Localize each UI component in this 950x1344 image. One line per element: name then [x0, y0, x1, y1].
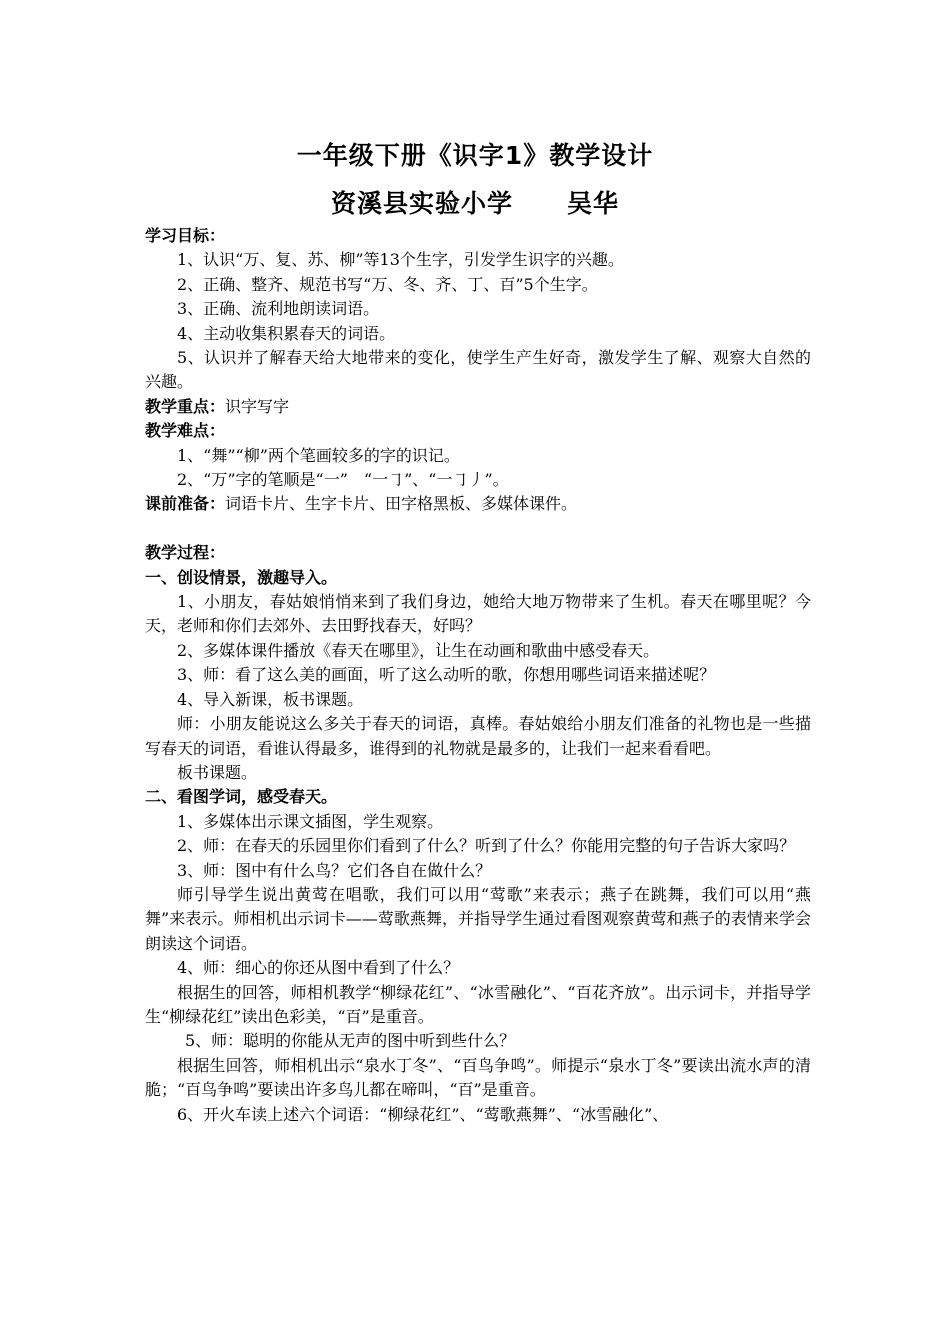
paragraph: 1、多媒体出示课文插图，学生观察。	[177, 811, 444, 831]
paragraph: 6、开火车读上述六个词语：“柳绿花红”、“莺歌燕舞”、“冰雪融化”、	[177, 1104, 669, 1124]
school-name: 资溪县实验小学	[330, 189, 513, 218]
key-point	[145, 395, 811, 419]
key-point-label: 教学重点：	[145, 396, 226, 416]
paragraph: 3、师：看了这么美的画面，听了这么动听的歌，你想用哪些词语来描述呢？	[177, 665, 716, 685]
objective-item: 1、认识“万、复、苏、柳”等13个生字，引发学生识字的兴趣。	[177, 250, 624, 270]
difficulty-label: 教学难点：	[145, 421, 226, 441]
paragraph: 师引导学生说出黄莺在唱歌，我们可以用“莺歌”来表示；燕子在跳舞，我们可以用“燕舞”来表示。师相机出示词卡——莺歌燕舞，并指导学生通过看图观察黄莺和燕子的表情来学会朗读这个词语。	[145, 884, 811, 953]
objectives-label: 学习目标：	[145, 226, 226, 245]
paragraph: 3、师：图中有什么鸟？它们各自在做什么？	[177, 860, 492, 880]
preparation-label: 课前准备：	[145, 494, 226, 514]
paragraph: 板书课题。	[177, 762, 258, 782]
author-name: 吴华	[567, 189, 620, 218]
key-point-text: 识字写字	[225, 396, 290, 416]
paragraph: 4、导入新课，板书课题。	[177, 689, 364, 709]
objective-item: 4、主动收集积累春天的词语。	[177, 323, 396, 343]
preparation-text: 词语卡片、生字卡片、田字格黑板、多媒体课件。	[225, 494, 578, 514]
document-body	[145, 224, 811, 1127]
spacer	[145, 517, 811, 541]
difficulty-item: 2、“万”字的笔顺是“一” “一㇆”、“一㇆丿”。	[177, 470, 509, 490]
paragraph: 师：小朋友能说这么多关于春天的词语，真棒。春姑娘给小朋友们准备的礼物也是一些描写春天的词语，看谁认得最多，谁得到的礼物就是最多的，让我们一起来看看吧。	[145, 714, 811, 758]
paragraph: 1、小朋友，春姑娘悄悄来到了我们身边，她给大地万物带来了生机。春天在哪里呢？今天，老师和你们去郊外、去田野找春天，好吗？	[145, 592, 811, 636]
preparation	[145, 492, 811, 516]
author-line	[0, 184, 950, 220]
paragraph: 5、师：聪明的你能从无声的图中听到些什么？	[185, 1031, 516, 1051]
paragraph: 根据生回答，师相机出示“泉水丁冬”、“百鸟争鸣”。师提示“泉水丁冬”要读出流水声的清脆；“百鸟争鸣”要读出许多鸟儿都在啼叫，“百”是重音。	[145, 1055, 811, 1100]
process-label: 教学过程：	[145, 543, 226, 563]
section-heading: 一、创设情景，激趣导入。	[145, 567, 338, 587]
difficulty-item: 1、“舞”“柳”两个笔画较多的字的识记。	[177, 445, 460, 465]
paragraph: 根据生的回答，师相机教学“柳绿花红”、“冰雪融化”、“百花齐放”。出示词卡，并指导学生“柳绿花红”读出色彩美，“百”是重音。	[145, 982, 811, 1026]
objective-item: 2、正确、整齐、规范书写“万、冬、齐、丁、百”5个生字。	[177, 274, 598, 294]
objective-item: 5、认识并了解春天给大地带来的变化，使学生产生好奇，激发学生了解、观察大自然的兴趣。	[145, 348, 811, 392]
section-heading: 二、看图学词，感受春天。	[145, 787, 338, 807]
objective-item: 3、正确、流利地朗读词语。	[177, 299, 380, 319]
paragraph: 2、师：在春天的乐园里你们看到了什么？听到了什么？你能用完整的句子告诉大家吗？	[177, 836, 796, 856]
paragraph: 4、师：细心的你还从图中看到了什么？	[177, 958, 460, 978]
document-title: 一年级下册《识字1》教学设计	[296, 141, 654, 170]
paragraph: 2、多媒体课件播放《春天在哪里》，让生在动画和歌曲中感受春天。	[177, 640, 660, 660]
